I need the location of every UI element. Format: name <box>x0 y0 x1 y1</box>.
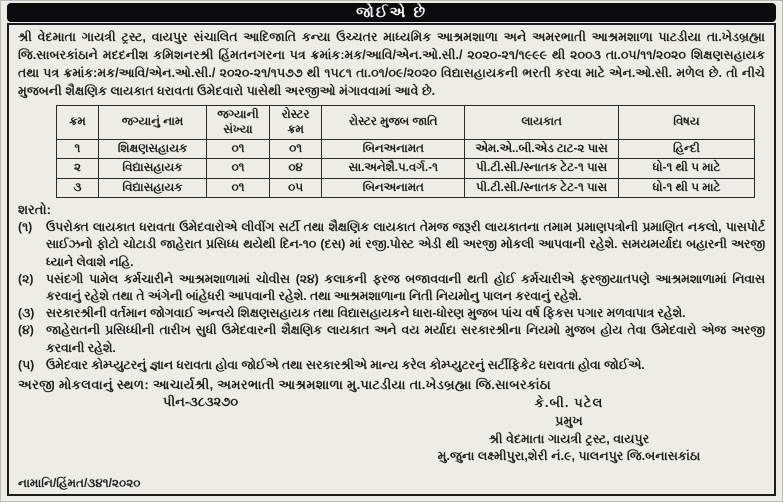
condition-number: (૨) <box>18 271 34 286</box>
conditions-heading: શરતો: <box>18 202 51 218</box>
table-row <box>57 159 755 178</box>
condition-text: સરકારશ્રીની વર્તમાન જોગવાઈ અન્વયે શિક્ષણસહાયક તથા વિદ્યાસહાયકને ધારા-ધોરણ મુજબ પાંચ વર્ષ ફિકસ પગાર મળવાપાત્ર રહેશે. <box>46 306 686 321</box>
cell-roster-number: ૦૧ <box>269 140 321 159</box>
column-header-post-name: જગ્યાનું નામ <box>98 105 206 140</box>
cell-serial: ૧ <box>57 140 99 159</box>
notice-title-banner: જોઈએ છે <box>7 3 776 22</box>
application-address-line: અરજી મોકલવાનું સ્થળ: આચાર્યશ્રી, અમરભાતી આશ્રમશાળા મુ.પાટડીયા તા.ખેડબ્રહ્મા જિ.સાબરકાંઠા <box>18 376 551 392</box>
column-header-roster-number: રોસ્ટર ક્રમ <box>269 105 321 140</box>
cell-subject: ધો-૧ થી ૫ માટે <box>618 178 754 197</box>
cell-roster-number: ૦૫ <box>269 178 321 197</box>
cell-roster-category: બિનઅનામત <box>322 178 465 197</box>
condition-text: પસંદગી પામેલ કર્મચારીને આશ્રમશાળામાં ચોવીસ (૨૪) કલાકની ફરજ બજાવવાની થતી હોઈ કર્મચારીએ ફરજીયાતપણે આશ્રમશાળામાં નિવાસ કરવાનું રહેશે તથા તે અંગેની બાંહેધરી આપવાની રહેશે. તથા આશ્રમશાળાના નિતી નિયમોનુ પાલન કરવાનું રહેશે. <box>46 271 765 303</box>
intro-paragraph: શ્રી વેદમાતા ગાયત્રી ટ્રસ્ટ, વાયપુર સંચાલિત આદિજાતિ કન્યા ઉચ્ચતર માધ્યમિક આશ્રમશાળા અને અમરભાતી આશ્રમશાળા પાટડીયા તા.ખેડબ્રહ્મા જિ.સાબરકાંઠાને મદદનીશ કમિશનરશ્રી હિંમતનગરના પત્ર ક્રમાંક:મક/આવિ/એન.ઓ.સી./ ૨૦૨૦-૨૧/૧૯૯૯ થી ૨૦૦૩ તા.૦૫/૧૧/૨૦૨૦ શિક્ષણસહાયક તથા પત્ર ક્રમાંક:મક/આવિ/એન.ઓ.સી./ ૨૦૨૦-૨૧/૧૫૭૭ થી ૧૫૮૧ તા.૦૧/૦૯/૨૦૨૦ વિદ્યાસહાયકની ભરતી કરવા માટે એન.ઓ.સી. મળેલ છે. તો નીચે મુજબની શૈક્ષણિક લાયકાત ધરાવતા ઉમેદવારો પાસેથી અરજીઓ મંગાવવામાં આવે છે. <box>18 30 765 98</box>
cell-post-count: ૦૧ <box>207 140 270 159</box>
condition-text: ઉપરોક્ત લાયકાત ધરાવતા ઉમેદવારોએ લીવીંગ સર્ટી તથા શૈક્ષણિક લાયકાત તેમજ જરૂરી લાયકાતના તમામ પ્રમાણપત્રોની પ્રમાણિત નકલો, પાસપોર્ટ સાઈઝનો ફોટો ચોટાડી જાહેરાત પ્રસિધ્ધ થયેથી દિન-૧૦ (દસ) માં રજી.પોસ્ટ એડી થી અરજી મોકલી આપવાની રહેશે. સમયમર્યાદા બહારની અરજી ધ્યાને લેવાશે નહિ. <box>46 220 765 269</box>
cell-qualification: પી.ટી.સી./સ્નાતક ટેટ-૧ પાસ <box>465 159 619 178</box>
condition-number: (૫) <box>18 357 35 372</box>
condition-number: (૩) <box>18 306 35 321</box>
pin-code: પીન-૩૮૩૨૭૦ <box>163 393 239 409</box>
footer-area <box>18 394 765 492</box>
condition-item-4 <box>18 322 765 356</box>
cell-post-count: ૦૧ <box>207 178 270 197</box>
organization-name: શ્રી વેદમાતા ગાયત્રી ટ્રસ્ટ, વાયપુર <box>488 431 650 446</box>
signatory-title: પ્રમુખ <box>555 413 583 428</box>
cell-post-count: ૦૧ <box>207 159 270 178</box>
cell-serial: ૨ <box>57 159 99 178</box>
cell-post-name: વિદ્યાસહાયક <box>98 178 206 197</box>
reference-number: નામાનિ/હિંમત/૩૪૧/૨૦૨૦ <box>18 476 141 490</box>
organization-address: મુ.જુના લક્ષ્મીપુરા,શેરી નં.૯, પાલનપુર જિ.બનાસકાંઠા <box>437 449 701 464</box>
condition-item-5 <box>18 357 765 374</box>
condition-number: (૧) <box>18 220 33 235</box>
cell-qualification: એમ.એ..બી.એડ ટાટ-૨ પાસ <box>465 140 619 159</box>
condition-item-3 <box>18 305 765 322</box>
footer-left-column <box>18 394 373 492</box>
vacancy-table <box>56 105 755 199</box>
condition-text: જાહેરાતની પ્રસિધ્ધીની તારીખ સુધી ઉમેદવારની શૈક્ષણિક લાયકાત અને વય મર્યાદા સરકારશ્રીના નિયમો મુજબ હોય તેવા ઉમેદવારો એજ અરજી કરવાની રહેશે. <box>46 323 765 355</box>
signatory-name: કે.બી. પટેલ <box>534 394 604 410</box>
table-row <box>57 140 755 159</box>
cell-subject: ધો-૧ થી ૫ માટે <box>618 159 754 178</box>
condition-number: (૪) <box>18 323 34 338</box>
cell-roster-category: સા.અનેશૈ.પ.વર્ગ.-૧ <box>322 159 465 178</box>
cell-post-name: વિદ્યાસહાયક <box>98 159 206 178</box>
table-header-row <box>57 105 755 140</box>
cell-serial: ૩ <box>57 178 99 197</box>
cell-qualification: પી.ટી.સી./સ્નાતક ટેટ-૧ પાસ <box>465 178 619 197</box>
notice-body-frame <box>7 23 776 496</box>
cell-roster-category: બિનઅનામત <box>322 140 465 159</box>
signature-block <box>373 394 765 492</box>
column-header-roster-category: રોસ્ટર મુજબ જાતિ <box>322 105 465 140</box>
column-header-qualification: લાયકાત <box>465 105 619 140</box>
condition-text: ઉમેદવાર કોમ્પ્યુટરનું જ્ઞાન ધરાવતા હોવા જોઈએ તથા સરકારશ્રીએ માન્ય કરેલ કોમ્પ્યુટરનું સર્ટીફિકેટ ધરાવતા હોવા જોઈએ. <box>46 357 645 372</box>
condition-item-1 <box>18 219 765 271</box>
cell-post-name: શિક્ષણસહાયક <box>98 140 206 159</box>
cell-roster-number: ૦૪ <box>269 159 321 178</box>
cell-subject: હિન્દી <box>618 140 754 159</box>
table-row <box>57 178 755 197</box>
column-header-post-count: જગ્યાની સંખ્યા <box>207 105 270 140</box>
column-header-serial: ક્રમ <box>57 105 99 140</box>
condition-item-2 <box>18 271 765 305</box>
column-header-subject: વિષય <box>618 105 754 140</box>
